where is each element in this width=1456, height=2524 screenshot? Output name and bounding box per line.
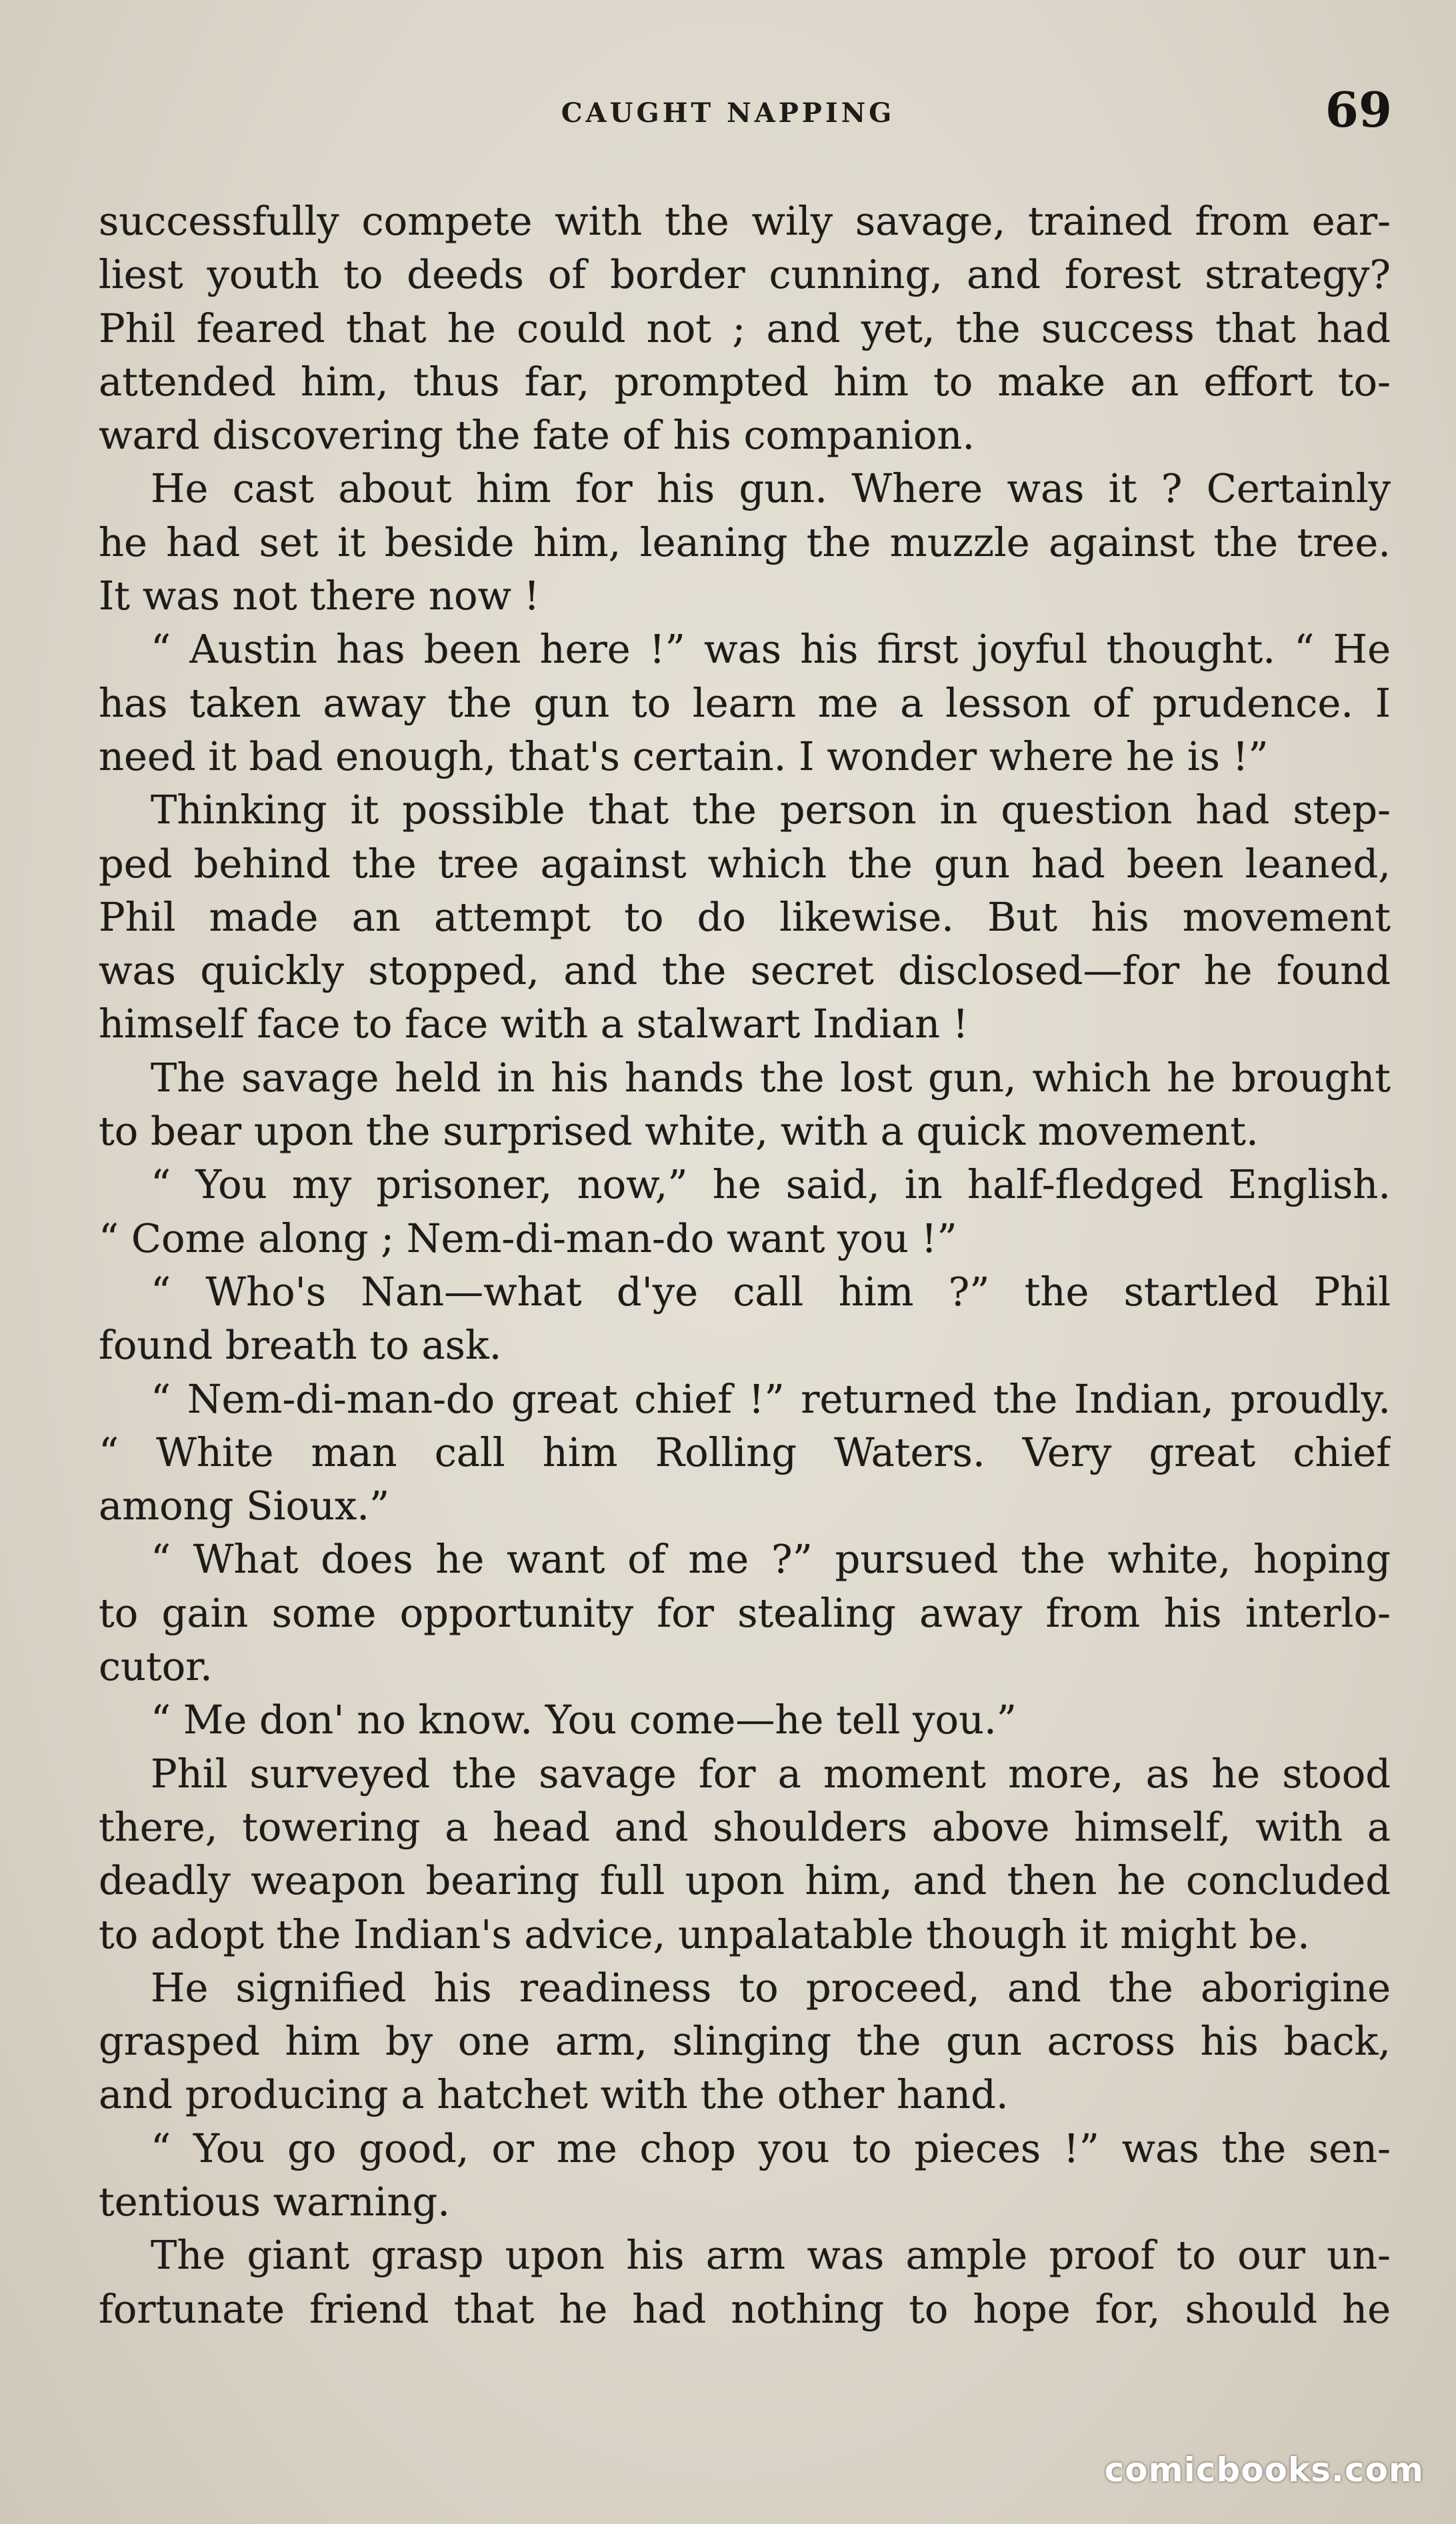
text-line: “ What does he want of me ?” pursued the white, hoping bbox=[151, 1536, 1391, 1583]
text-line: ped behind the tree against which the gun had been leaned, bbox=[99, 840, 1391, 887]
text-line: among Sioux.” bbox=[99, 1483, 390, 1529]
body-text bbox=[99, 195, 1391, 2336]
text-line: He signified his readiness to proceed, and the aborigine bbox=[151, 1964, 1391, 2011]
text-line: Thinking it possible that the person in question had step- bbox=[151, 787, 1391, 833]
page-header bbox=[0, 79, 1456, 152]
text-line: he had set it beside him, leaning the muzzle against the tree. bbox=[99, 519, 1391, 565]
text-line: to bear upon the surprised white, with a quick movement. bbox=[99, 1108, 1259, 1155]
text-line: cutor. bbox=[99, 1643, 213, 1690]
text-line: ward discovering the fate of his companion. bbox=[99, 412, 975, 459]
watermark: comicbooks.com bbox=[1104, 2451, 1424, 2489]
text-line: “ You go good, or me chop you to pieces !” was the sen- bbox=[151, 2125, 1391, 2171]
text-line: and producing a hatchet with the other hand. bbox=[99, 2071, 1009, 2118]
text-line: “ Come along ; Nem-di-man-do want you !” bbox=[99, 1215, 957, 1261]
text-line: grasped him by one arm, slinging the gun across his back, bbox=[99, 2018, 1391, 2065]
text-line: He cast about him for his gun. Where was it ? Certainly bbox=[151, 465, 1391, 512]
text-line: successfully compete with the wily savage, trained from ear- bbox=[99, 198, 1391, 244]
text-line: “ Who's Nan—what d'ye call him ?” the startled Phil bbox=[151, 1268, 1391, 1315]
text-line: “ Nem-di-man-do great chief !” returned the Indian, proudly. bbox=[151, 1375, 1391, 1422]
running-head: CAUGHT NAPPING bbox=[561, 97, 895, 129]
text-line: deadly weapon bearing full upon him, and then he concluded bbox=[99, 1857, 1391, 1904]
text-line: It was not there now ! bbox=[99, 573, 540, 619]
text-line: tentious warning. bbox=[99, 2178, 451, 2225]
text-line: fortunate friend that he had nothing to hope for, should he bbox=[99, 2285, 1391, 2332]
text-line: to adopt the Indian's advice, unpalatable though it might be. bbox=[99, 1911, 1310, 1957]
page-number: 69 bbox=[1325, 81, 1392, 138]
text-line: Phil feared that he could not ; and yet, the success that had bbox=[99, 305, 1391, 351]
text-line: need it bad enough, that's certain. I wonder where he is !” bbox=[99, 733, 1269, 779]
text-line: was quickly stopped, and the secret disclosed—for he found bbox=[99, 947, 1391, 994]
text-line: Phil made an attempt to do likewise. But his movement bbox=[99, 893, 1391, 940]
text-line: himself face to face with a stalwart Indian ! bbox=[99, 1001, 969, 1047]
text-line: “ White man call him Rolling Waters. Very great chief bbox=[99, 1429, 1391, 1475]
text-line: has taken away the gun to learn me a lesson of prudence. I bbox=[99, 679, 1391, 726]
text-line: Phil surveyed the savage for a moment more, as he stood bbox=[151, 1750, 1391, 1797]
text-line: there, towering a head and shoulders above himself, with a bbox=[99, 1803, 1391, 1850]
text-line: attended him, thus far, prompted him to make an effort to- bbox=[99, 358, 1391, 405]
text-line: “ Me don' no know. You come—he tell you.” bbox=[151, 1697, 1017, 1743]
text-line: “ You my prisoner, now,” he said, in half-fledged English. bbox=[151, 1161, 1391, 1208]
text-line: to gain some opportunity for stealing away from his interlo- bbox=[99, 1589, 1391, 1636]
text-line: “ Austin has been here !” was his first joyful thought. “ He bbox=[151, 626, 1391, 673]
text-line: The savage held in his hands the lost gun, which he brought bbox=[151, 1054, 1391, 1101]
text-line: found breath to ask. bbox=[99, 1322, 502, 1369]
text-line: The giant grasp upon his arm was ample proof to our un- bbox=[151, 2232, 1391, 2279]
text-line: liest youth to deeds of border cunning, and forest strategy? bbox=[99, 251, 1391, 298]
